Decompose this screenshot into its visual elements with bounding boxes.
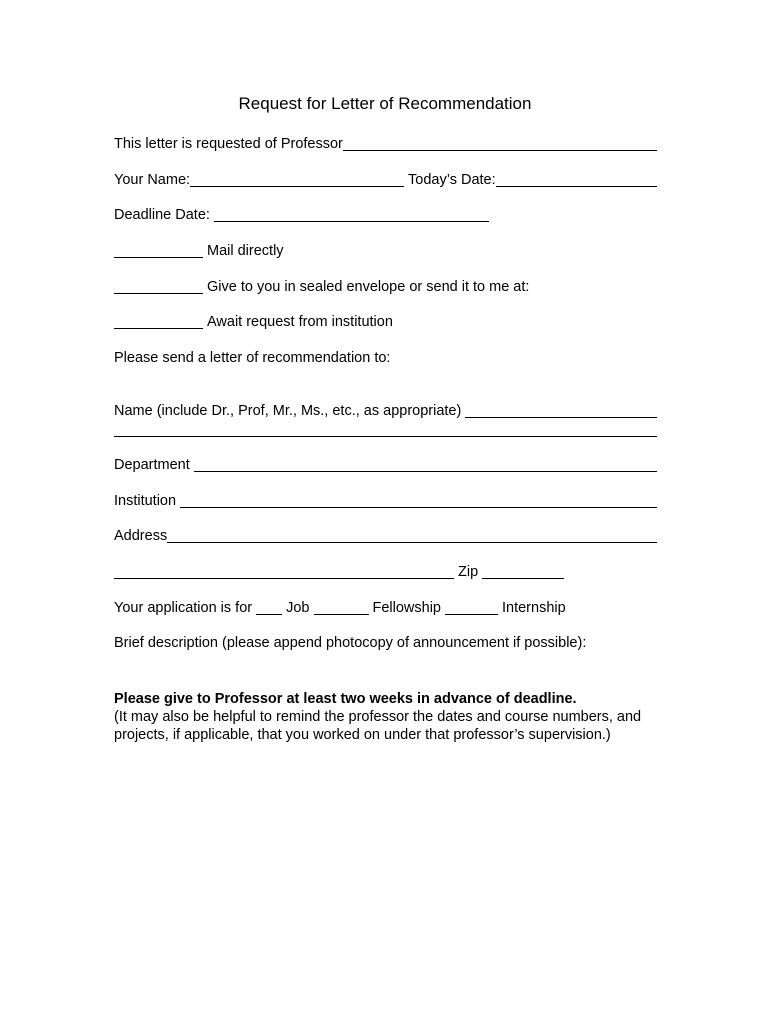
your-name-label: Your Name: — [114, 172, 191, 188]
option-sealed-row — [114, 277, 657, 297]
application-type-row — [114, 598, 657, 618]
fellowship-blank[interactable] — [314, 614, 369, 615]
application-label: Your application is for — [114, 600, 253, 616]
zip-field[interactable] — [482, 578, 564, 579]
option-mail-row — [114, 241, 657, 261]
option-mail-label: Mail directly — [207, 243, 284, 259]
professor-label: This letter is requested of Professor — [114, 136, 343, 152]
address-label: Address — [114, 528, 168, 544]
address-field[interactable] — [167, 542, 657, 543]
department-label: Department — [114, 457, 190, 473]
description-row — [114, 633, 657, 653]
notice-body: (It may also be helpful to remind the professor the dates and course numbers, and projects, if applicable, that you worked on under that professor’s supervision.) — [114, 709, 642, 743]
institution-row — [114, 491, 657, 511]
option-mail-blank[interactable] — [114, 257, 203, 258]
option-sealed-label: Give to you in sealed envelope or send it to me at: — [207, 279, 530, 295]
zip-label: Zip — [458, 564, 479, 580]
send-to-label: Please send a letter of recommendation to: — [114, 350, 391, 366]
description-label: Brief description (please append photocopy of announcement if possible): — [114, 635, 587, 651]
job-blank[interactable] — [256, 614, 282, 615]
option-await-label: Await request from institution — [207, 314, 393, 330]
internship-label: Internship — [502, 600, 566, 616]
professor-field[interactable] — [343, 150, 657, 151]
option-await-blank[interactable] — [114, 328, 203, 329]
form-title: Request for Letter of Recommendation — [238, 94, 532, 113]
recipient-name-label: Name (include Dr., Prof, Mr., Ms., etc., as appropriate) — [114, 403, 462, 419]
internship-blank[interactable] — [445, 614, 498, 615]
job-label: Job — [286, 600, 310, 616]
institution-field[interactable] — [180, 507, 657, 508]
deadline-label: Deadline Date: — [114, 207, 210, 223]
recipient-name-continuation-field[interactable] — [114, 436, 657, 437]
fellowship-label: Fellowship — [372, 600, 441, 616]
option-await-row — [114, 312, 657, 332]
recipient-name-row — [114, 401, 657, 421]
recipient-name-continuation-row — [114, 420, 657, 440]
professor-row — [114, 134, 657, 154]
todays-date-field[interactable] — [496, 186, 657, 187]
recipient-name-field[interactable] — [465, 417, 657, 418]
institution-label: Institution — [114, 493, 177, 509]
city-zip-row — [114, 562, 657, 582]
send-to-row — [114, 348, 657, 368]
option-sealed-blank[interactable] — [114, 293, 203, 294]
deadline-notice — [114, 690, 659, 744]
name-date-row — [114, 170, 657, 190]
address-row — [114, 526, 657, 546]
notice-heading: Please give to Professor at least two weeks in advance of deadline. — [114, 691, 577, 707]
todays-date-label: Today’s Date: — [408, 172, 496, 188]
your-name-field[interactable] — [190, 186, 404, 187]
deadline-field[interactable] — [214, 221, 489, 222]
deadline-row — [114, 205, 657, 225]
department-field[interactable] — [194, 471, 657, 472]
city-state-field[interactable] — [114, 578, 454, 579]
department-row — [114, 455, 657, 475]
